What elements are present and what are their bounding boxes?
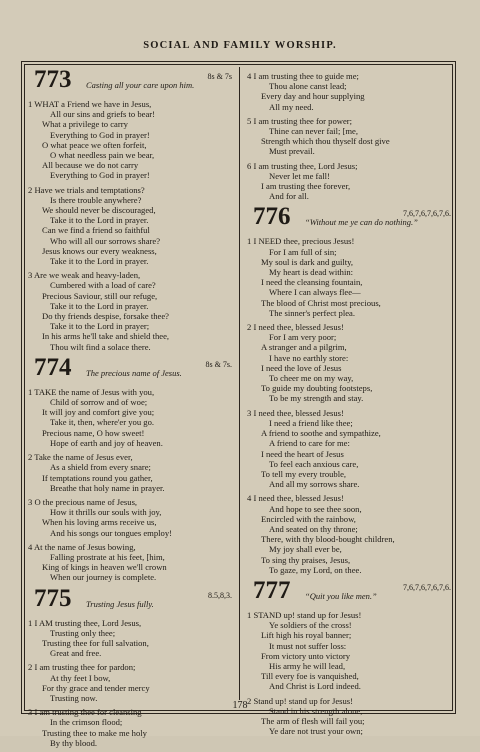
right-column: [247, 68, 453, 740]
verse-line: To gaze, my Lord, on thee.: [269, 564, 362, 575]
hymn-title: “Quit you like men.”: [305, 590, 377, 601]
verse-line: As a shield from every snare;: [50, 462, 151, 473]
verse-line: 4 At the name of Jesus bowing,: [28, 541, 136, 552]
verse-line: We should never be discouraged,: [42, 205, 156, 216]
verse-line: And for all.: [269, 191, 309, 202]
verse-line: Great and free.: [50, 648, 102, 659]
hymn-title: “Without me ye can do nothing.”: [305, 217, 418, 228]
verse-line: Ye dare not trust your own;: [269, 726, 363, 737]
verse-line: Do thy friends despise, forsake thee?: [42, 311, 169, 322]
verse-line: Strength which thou thyself dost give: [261, 136, 390, 147]
verse: [28, 542, 234, 583]
verse-line: How it thrills our souls with joy,: [50, 507, 162, 518]
verse-line: Never let me fall!: [269, 170, 330, 181]
verse-line: Who will all our sorrows share?: [50, 235, 161, 246]
verse-line: Trusting thee for full salvation,: [42, 637, 149, 648]
verse: [28, 662, 234, 703]
verse-line: Jesus knows our every weakness,: [42, 245, 157, 256]
verse-line: A friend to soothe and sympathize,: [261, 428, 381, 439]
verse-line: In his arms he'll take and shield thee,: [42, 331, 170, 342]
verse-line: Thine can never fail; [me,: [269, 126, 358, 137]
verse-line: The blood of Christ most precious,: [261, 297, 381, 308]
verse-line: Take it to the Lord in prayer;: [50, 321, 150, 332]
verse-line: 1 WHAT a Friend we have in Jesus,: [28, 99, 152, 109]
verse-line: Precious Saviour, still our refuge,: [42, 290, 158, 301]
verse-line: Must prevail.: [269, 146, 315, 157]
verse-line: And Christ is Lord indeed.: [269, 681, 361, 692]
hymn-heading: [28, 584, 234, 615]
verse-line: There, with thy blood-bought children,: [261, 534, 395, 545]
hymn-title: The precious name of Jesus.: [86, 367, 182, 378]
verse-line: 3 Are we weak and heavy-laden,: [28, 270, 141, 281]
verse: [28, 497, 234, 538]
verse-line: Trusting thee to make me holy: [42, 727, 147, 738]
verse-line: Falling prostrate at his feet, [him,: [50, 551, 165, 562]
hymn-number: 776: [253, 203, 291, 231]
verse-line: 2 Stand up! stand up for Jesus!: [247, 695, 353, 706]
verse-line: My heart is dead within:: [269, 267, 354, 278]
hymn-heading: [28, 68, 234, 96]
verse: [247, 236, 453, 318]
verse-line: King of kings in heaven we'll crown: [42, 562, 167, 573]
page-number: 178: [232, 700, 248, 711]
verse-line: 1 TAKE the name of Jesus with you,: [28, 386, 155, 397]
hymn-773: [28, 68, 234, 352]
verse-line: And seated on thy throne;: [269, 523, 358, 534]
verse-line: Trusting now.: [50, 692, 98, 703]
hymn-777: [247, 576, 453, 737]
hymn-776: [247, 205, 453, 575]
verse: [28, 270, 234, 352]
verse: [247, 493, 453, 575]
verse-line: For I am very poor;: [269, 332, 337, 343]
verse-line: Take it to the Lord in prayer.: [50, 300, 149, 311]
verse-line: 2 I need thee, blessed Jesus!: [247, 322, 344, 333]
verse-line: It must not suffer loss:: [269, 640, 347, 651]
verse-line: I need the heart of Jesus: [261, 448, 344, 459]
hymn-title: Trusting Jesus fully.: [86, 598, 154, 609]
verse: [247, 610, 453, 692]
verse-line: 4 I need thee, blessed Jesus!: [247, 493, 344, 504]
verse: [28, 185, 234, 267]
verse-line: I need the love of Jesus: [261, 362, 342, 373]
verse-line: Every day and hour supplying: [261, 91, 365, 102]
verse: [28, 387, 234, 448]
verse-line: To be my strength and stay.: [269, 393, 364, 404]
verse-line: Precious name, O how sweet!: [42, 427, 145, 438]
verse-line: Is there trouble anywhere?: [50, 194, 142, 205]
verse-line: 4 I am trusting thee to guide me;: [247, 71, 359, 81]
verse-line: O what peace we often forfeit,: [42, 139, 147, 150]
verse-line: The arm of flesh will fail you;: [261, 715, 365, 726]
verse: [247, 71, 453, 112]
hymn-775: [28, 584, 234, 748]
hymn-number: 773: [34, 66, 72, 93]
verse-line: Thou alone canst lead;: [269, 81, 347, 92]
verse-line: And his songs our tongues employ!: [50, 527, 172, 538]
verse-line: I need a friend like thee;: [269, 417, 353, 428]
verse-line: When his loving arms receive us,: [42, 517, 157, 528]
verse-line: By thy blood.: [50, 737, 98, 748]
verse-line: O what needless pain we bear,: [50, 150, 155, 161]
verse-line: Take it to the Lord in prayer.: [50, 256, 149, 267]
verse-line: Can we find a friend so faithful: [42, 225, 150, 236]
verse-line: Take it, then, where'er you go.: [50, 417, 155, 428]
hymn-number: 777: [253, 576, 291, 604]
verse: [247, 116, 453, 157]
hymn-775-continued: [247, 71, 453, 201]
verse-line: Lift high his royal banner;: [261, 630, 352, 641]
verse-line: The sinner's perfect plea.: [269, 307, 356, 318]
verse-line: To guide my doubting footsteps,: [261, 383, 373, 394]
verse: [28, 618, 234, 659]
verse-line: 3 I am trusting thee for cleansing: [28, 707, 142, 718]
verse-line: 2 Have we trials and temptations?: [28, 184, 145, 195]
verse-line: What a privilege to carry: [42, 119, 128, 130]
hymn-meter: 8s & 7s.: [205, 359, 232, 369]
verse: [247, 408, 453, 490]
verse-line: 1 STAND up! stand up for Jesus!: [247, 609, 362, 620]
hymn-heading: [247, 576, 453, 607]
column-divider: [239, 67, 240, 700]
verse-line: 2 Take the name of Jesus ever,: [28, 452, 133, 463]
verse-line: Stand in his strength alone;: [269, 705, 363, 716]
verse-line: Where I can always flee—: [269, 287, 361, 298]
verse: [247, 161, 453, 202]
hymn-heading: [28, 353, 234, 384]
verse-line: 3 I need thee, blessed Jesus!: [247, 407, 344, 418]
verse: [247, 322, 453, 404]
verse-line: 3 O the precious name of Jesus,: [28, 496, 138, 507]
verse-line: For I am full of sin;: [269, 246, 337, 257]
verse-line: And hope to see thee soon,: [269, 503, 362, 514]
hymn-number: 774: [34, 353, 72, 381]
verse-line: When our journey is complete.: [50, 572, 157, 583]
verse-line: I have no earthly store:: [269, 352, 349, 363]
hymn-heading: [247, 205, 453, 233]
hymn-number: 775: [34, 584, 72, 612]
verse-line: A stranger and a pilgrim,: [261, 342, 347, 353]
left-column: [28, 68, 234, 752]
running-header: SOCIAL AND FAMILY WORSHIP.: [143, 40, 337, 51]
verse-line: Breathe that holy name in prayer.: [50, 482, 165, 493]
verse-line: 5 I am trusting thee for power;: [247, 115, 353, 126]
verse-line: Hope of earth and joy of heaven.: [50, 437, 163, 448]
verse-line: From victory unto victory: [261, 650, 351, 661]
verse-line: Cumbered with a load of care?: [50, 280, 156, 291]
verse-line: 2 I am trusting thee for pardon;: [28, 662, 136, 673]
hymn-774: [28, 353, 234, 583]
verse-line: If temptations round you gather,: [42, 472, 153, 483]
verse-line: To sing thy praises, Jesus,: [261, 554, 351, 565]
verse-line: It will joy and comfort give you;: [42, 407, 155, 418]
verse-line: A friend to care for me:: [269, 438, 350, 449]
verse: [28, 452, 234, 493]
verse-line: To tell my every trouble,: [261, 468, 347, 479]
verse: [28, 99, 234, 181]
verse-line: My soul is dark and guilty,: [261, 256, 354, 267]
hymn-meter: 7,6,7,6,7,6,7,6.: [403, 209, 451, 219]
verse-line: Thou wilt find a solace there.: [50, 341, 151, 352]
verse-line: At thy feet I bow,: [50, 672, 111, 683]
verse: [28, 707, 234, 748]
verse-line: And all my sorrows share.: [269, 479, 360, 490]
verse-line: All my need.: [269, 101, 314, 112]
verse-line: My joy shall ever be,: [269, 544, 342, 555]
verse-line: 6 I am trusting thee, Lord Jesus;: [247, 160, 358, 171]
verse-line: To feel each anxious care,: [269, 458, 359, 469]
verse-line: To cheer me on my way,: [269, 373, 354, 384]
verse-line: Ye soldiers of the cross!: [269, 620, 352, 631]
verse-line: Child of sorrow and of woe;: [50, 397, 148, 408]
verse-line: Take it to the Lord in prayer.: [50, 215, 149, 226]
verse-line: All because we do not carry: [42, 160, 139, 171]
verse-line: Till every foe is vanquished,: [261, 671, 359, 682]
verse-line: For thy grace and tender mercy: [42, 682, 150, 693]
verse-line: 1 I AM trusting thee, Lord Jesus,: [28, 617, 142, 628]
hymn-meter: 8.5,8,3.: [208, 590, 232, 600]
verse-line: Everything to God in prayer!: [50, 129, 150, 140]
verse-line: All our sins and griefs to bear!: [50, 109, 156, 120]
verse-line: 1 I NEED thee, precious Jesus!: [247, 236, 355, 247]
verse-line: I need the cleansing fountain,: [261, 277, 363, 288]
verse-line: In the crimson flood;: [50, 717, 123, 728]
verse-line: Everything to God in prayer!: [50, 170, 150, 181]
hymn-meter: 8s & 7s: [207, 72, 232, 81]
verse-line: His army he will lead,: [269, 660, 346, 671]
hymn-title: Casting all your care upon him.: [86, 80, 195, 90]
verse-line: Trusting only thee;: [50, 627, 116, 638]
verse-line: I am trusting thee forever,: [261, 181, 351, 192]
hymn-meter: 7,6,7,6,7,6,7,6.: [403, 582, 451, 592]
verse-line: Encircled with the rainbow,: [261, 513, 356, 524]
